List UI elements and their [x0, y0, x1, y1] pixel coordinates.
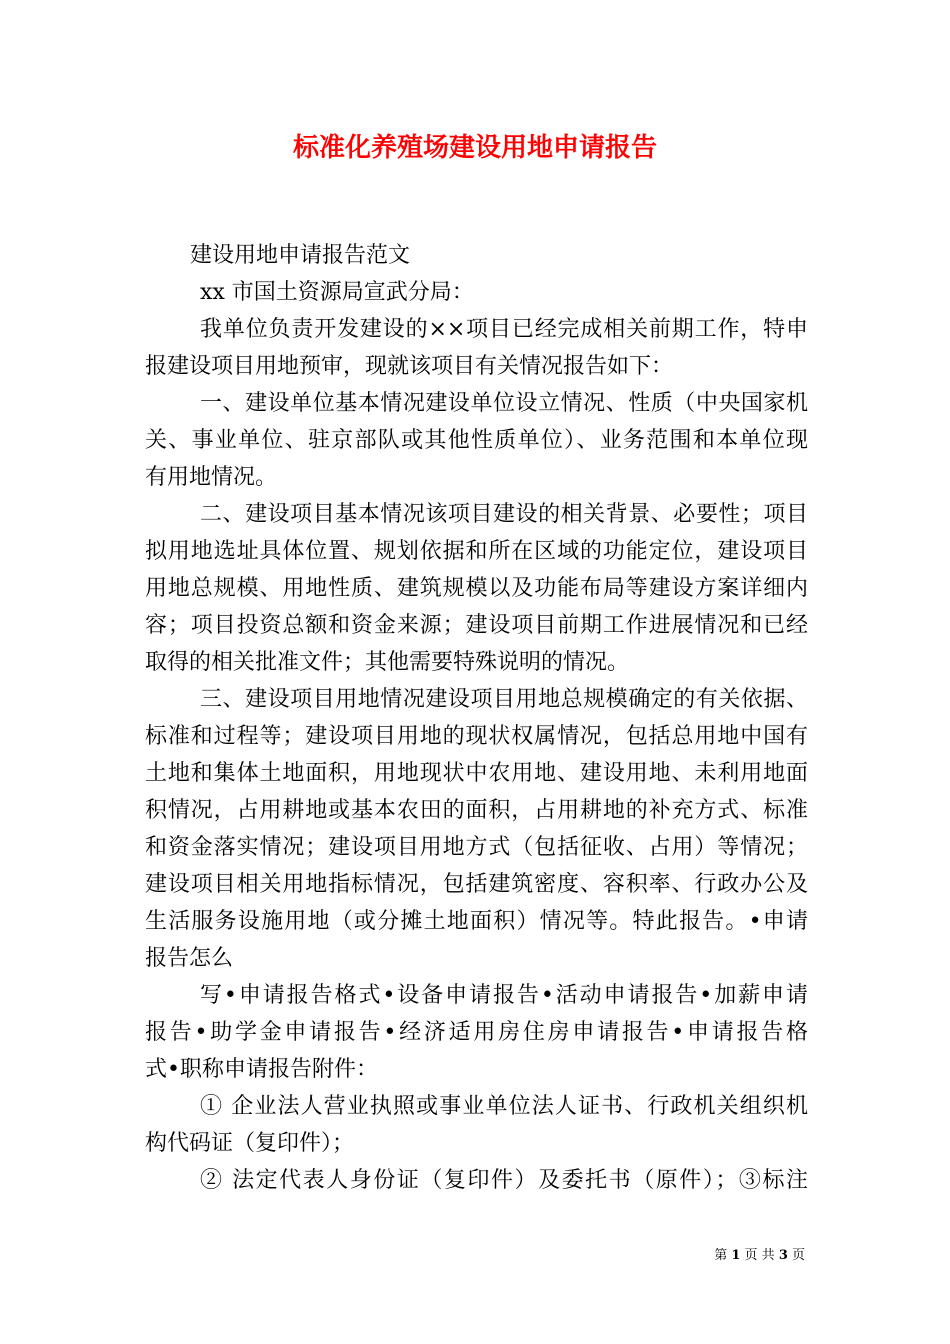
body-line: 建设项目相关用地指标情况，包括建筑密度、容积率、行政办公及	[145, 872, 808, 897]
document-title: 标准化养殖场建设用地申请报告	[292, 133, 657, 163]
body-line: 我单位负责开发建设的××项目已经完成相关前期工作，特申	[200, 317, 808, 342]
document-body	[145, 237, 808, 1199]
body-line: 有用地情况。	[145, 465, 278, 490]
current-page-number: 1	[731, 1248, 741, 1263]
body-line: 写•申请报告格式•设备申请报告•活动申请报告•加薪申请	[200, 983, 808, 1008]
footer-suffix: 页	[787, 1248, 805, 1263]
body-line: 用地总规模、用地性质、建筑规模以及功能布局等建设方案详细内	[145, 576, 808, 601]
footer-prefix: 第	[714, 1248, 732, 1263]
body-line: 标准和过程等；建设项目用地的现状权属情况，包括总用地中国有	[145, 724, 808, 749]
body-line: xx 市国土资源局宣武分局：	[200, 280, 474, 305]
body-line: 三、建设项目用地情况建设项目用地总规模确定的有关依据、	[200, 687, 808, 712]
body-line: 建设用地申请报告范文	[190, 243, 411, 268]
body-line: 取得的相关批准文件；其他需要特殊说明的情况。	[145, 650, 630, 675]
body-line: 二、建设项目基本情况该项目建设的相关背景、必要性；项目	[200, 502, 808, 527]
body-line: 报告怎么	[145, 946, 234, 971]
page-number-footer	[714, 1247, 805, 1265]
body-line: 积情况，占用耕地或基本农田的面积，占用耕地的补充方式、标准	[145, 798, 808, 823]
body-line: 报建设项目用地预审，现就该项目有关情况报告如下：	[145, 354, 674, 379]
body-line: 和资金落实情况；建设项目用地方式（包括征收、占用）等情况；	[145, 835, 808, 860]
body-line: 拟用地选址具体位置、规划依据和所在区域的功能定位，建设项目	[145, 539, 808, 564]
footer-middle: 页 共	[740, 1248, 779, 1263]
body-line: 土地和集体土地面积，用地现状中农用地、建设用地、未利用地面	[145, 761, 808, 786]
body-line: ① 企业法人营业执照或事业单位法人证书、行政机关组织机	[200, 1094, 808, 1119]
body-line: 关、事业单位、驻京部队或其他性质单位）、业务范围和本单位现	[145, 428, 808, 453]
body-line: 报告•助学金申请报告•经济适用房住房申请报告•申请报告格	[145, 1020, 808, 1045]
total-page-number: 3	[778, 1248, 788, 1263]
body-line: 构代码证（复印件）；	[145, 1131, 355, 1156]
body-line: 容；项目投资总额和资金来源；建设项目前期工作进展情况和已经	[145, 613, 808, 638]
body-line: 一、建设单位基本情况建设单位设立情况、性质（中央国家机	[200, 391, 808, 416]
body-line: 生活服务设施用地（或分摊土地面积）情况等。特此报告。•申请	[145, 909, 808, 934]
body-line: 式•职称申请报告附件：	[145, 1057, 378, 1082]
body-line: ② 法定代表人身份证（复印件）及委托书（原件）；③标注	[200, 1168, 808, 1193]
